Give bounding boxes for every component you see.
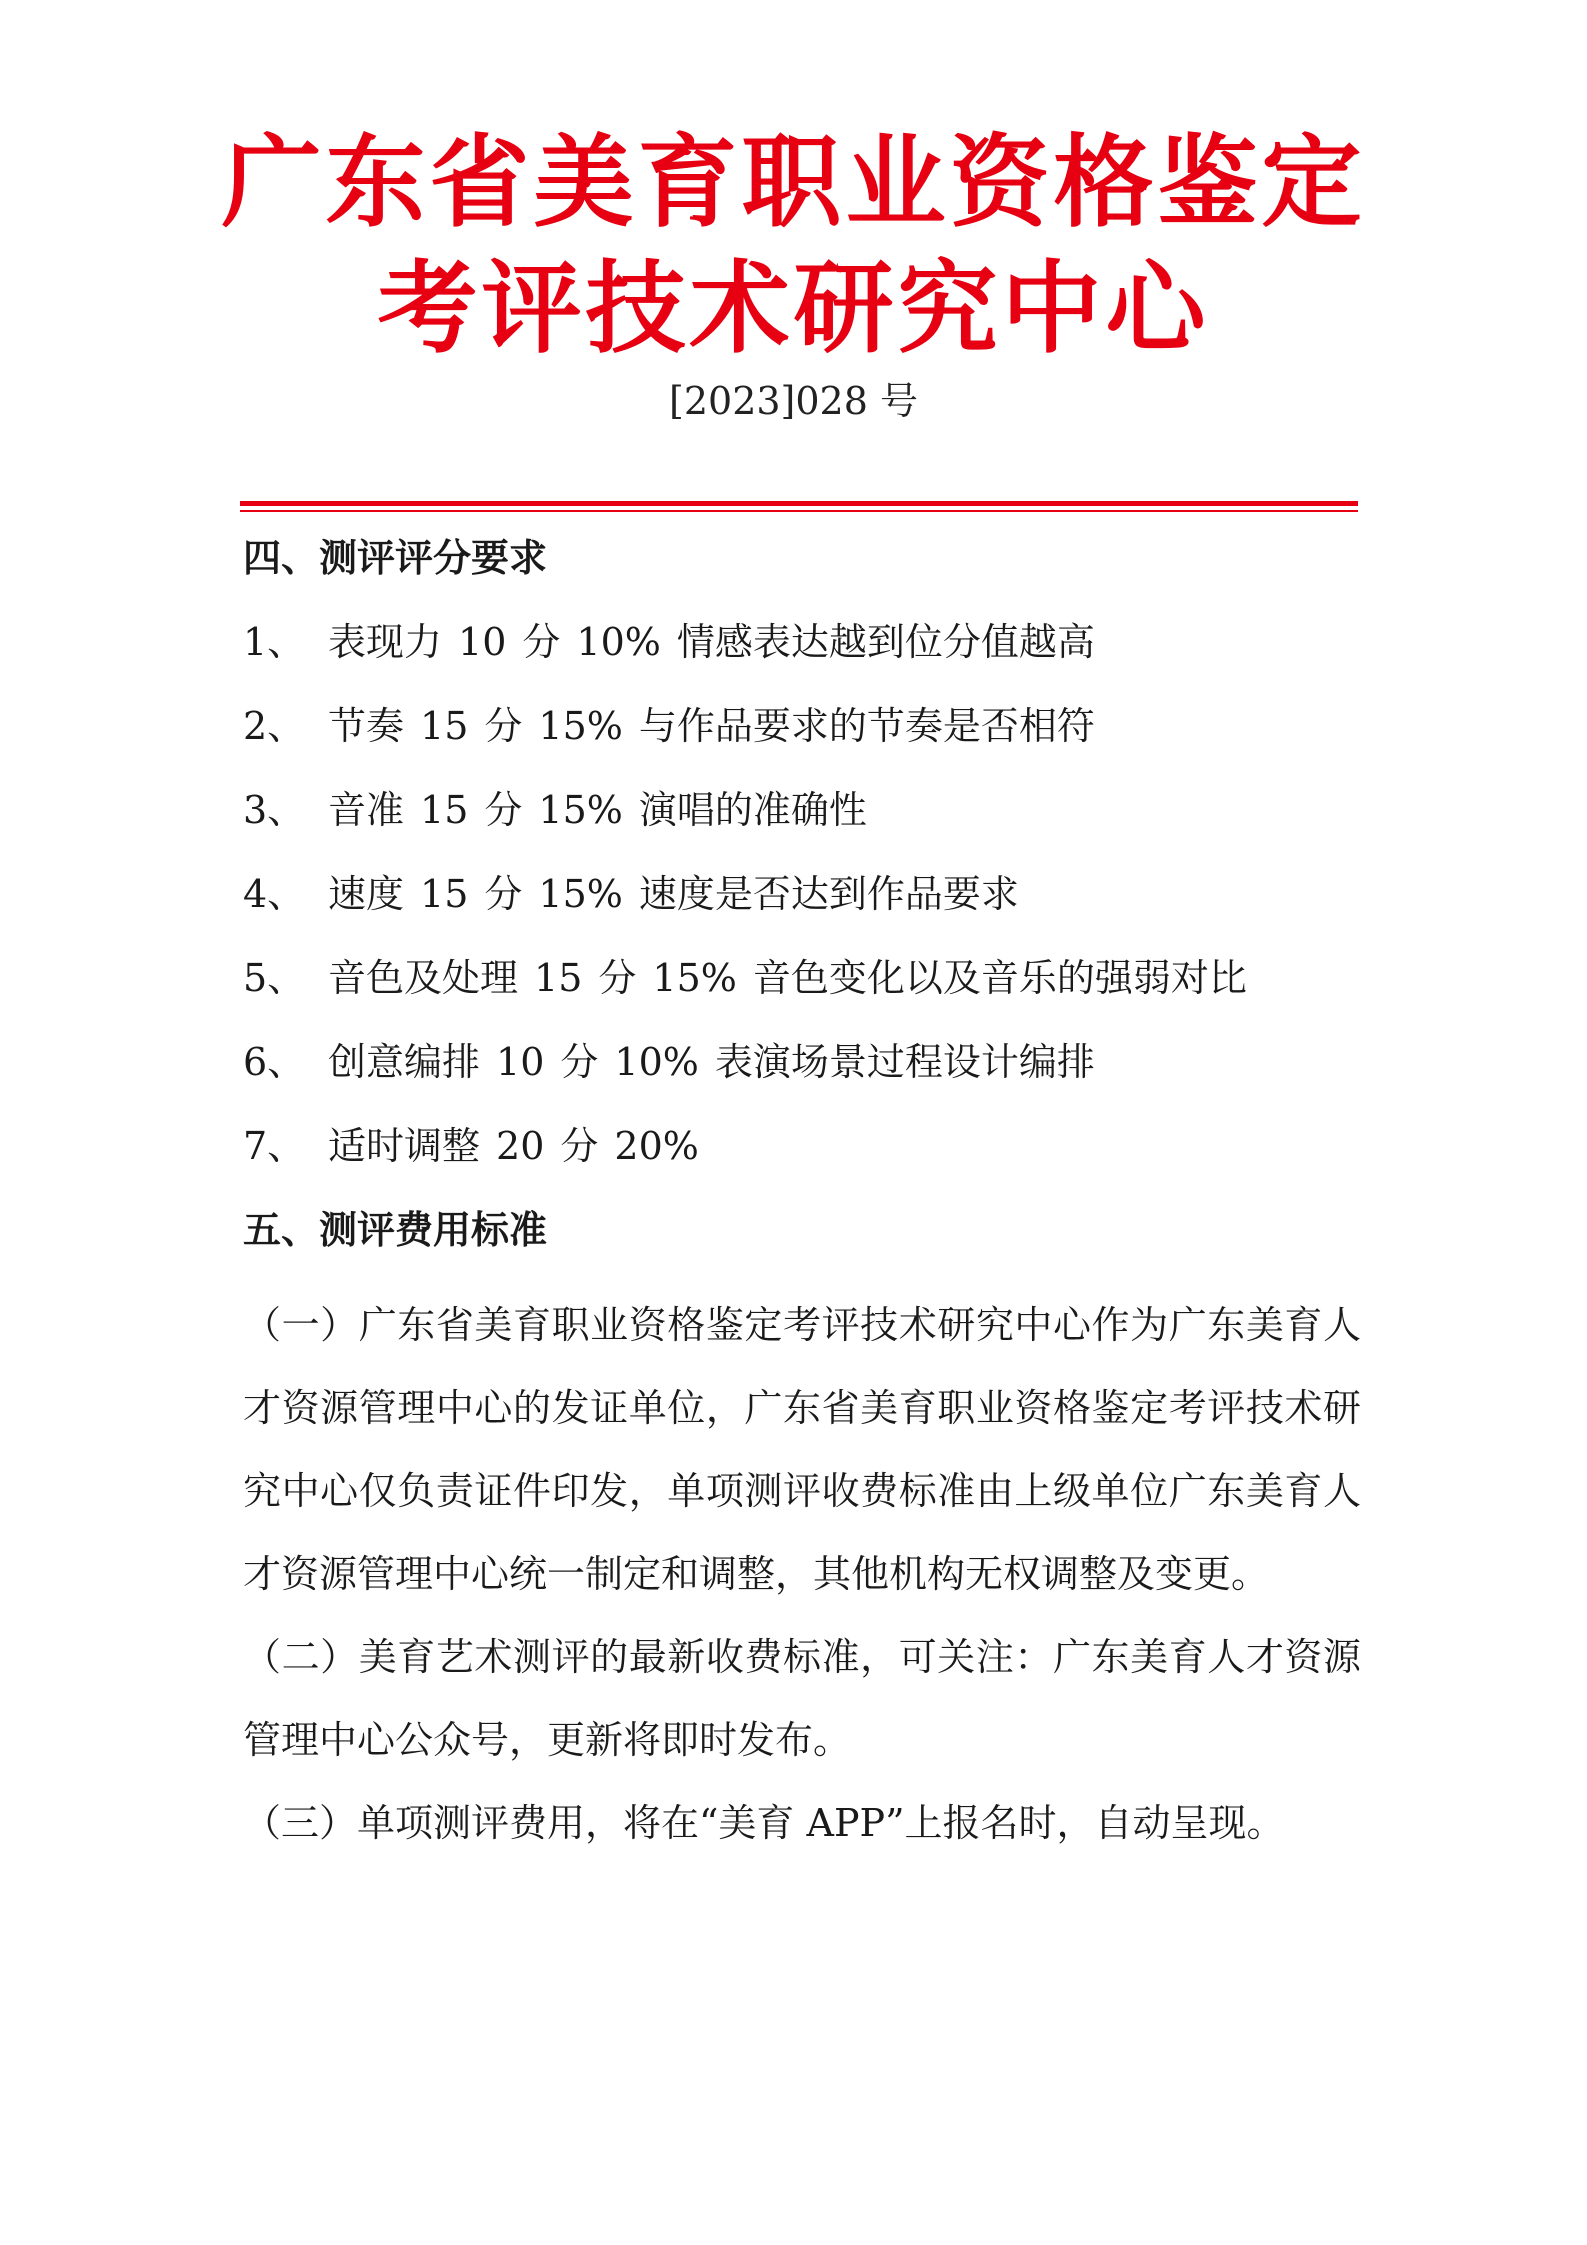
item-unit: 分 (560, 1040, 599, 1084)
score-item-5 (243, 948, 1361, 1032)
item-unit: 分 (484, 788, 523, 832)
item-description: 情感表达越到位分值越高 (676, 620, 1095, 664)
item-name: 节奏 (328, 704, 405, 748)
header-divider-thick (240, 501, 1358, 506)
fee-paragraph-3: （三）单项测评费用，将在“美育 APP”上报名时，自动呈现。 (243, 1801, 1285, 1845)
item-number: 2、 (243, 704, 306, 748)
item-description: 速度是否达到作品要求 (638, 872, 1019, 916)
item-number: 4、 (243, 872, 306, 916)
item-description: 演唱的准确性 (638, 788, 867, 832)
item-name: 速度 (328, 872, 405, 916)
fee-paragraph-2: （二）美育艺术测评的最新收费标准，可关注：广东美育人才资源管理中心公众号，更新将即时发布。 (243, 1635, 1361, 1762)
item-number: 3、 (243, 788, 306, 832)
item-name: 音色及处理 (328, 956, 519, 1000)
score-item-4 (243, 864, 1361, 948)
item-weight: 15% (652, 956, 737, 1000)
item-number: 5、 (243, 956, 306, 1000)
item-unit: 分 (484, 872, 523, 916)
item-weight: 20% (614, 1124, 699, 1168)
document-title-line-1: 广东省美育职业资格鉴定 (221, 123, 1366, 241)
document-title-line-2: 考评技术研究中心 (377, 249, 1210, 367)
item-weight: 15% (538, 872, 623, 916)
item-name: 表现力 (328, 620, 443, 664)
item-score: 15 (420, 788, 469, 832)
item-description: 与作品要求的节奏是否相符 (638, 704, 1095, 748)
item-description: 音色变化以及音乐的强弱对比 (752, 956, 1247, 1000)
item-unit: 分 (598, 956, 637, 1000)
item-unit: 分 (484, 704, 523, 748)
item-number: 7、 (243, 1124, 306, 1168)
item-name: 适时调整 (328, 1124, 481, 1168)
item-name: 音准 (328, 788, 405, 832)
document-body (243, 528, 1361, 1865)
item-score: 20 (496, 1124, 545, 1168)
item-weight: 10% (614, 1040, 699, 1084)
item-score: 15 (420, 872, 469, 916)
item-score: 15 (534, 956, 583, 1000)
item-score: 10 (496, 1040, 545, 1084)
score-item-6 (243, 1032, 1361, 1116)
item-unit: 分 (522, 620, 561, 664)
item-number: 6、 (243, 1040, 306, 1084)
score-item-1 (243, 612, 1361, 696)
item-score: 10 (458, 620, 507, 664)
score-item-2 (243, 696, 1361, 780)
item-name: 创意编排 (328, 1040, 481, 1084)
score-item-3 (243, 780, 1361, 864)
fee-paragraph-1: （一）广东省美育职业资格鉴定考评技术研究中心作为广东美育人才资源管理中心的发证单位，广东省美育职业资格鉴定考评技术研究中心仅负责证件印发，单项测评收费标准由上级单位广东美育人才资源管理中心统一制定和调整，其他机构无权调整及变更。 (243, 1303, 1361, 1596)
item-weight: 15% (538, 704, 623, 748)
item-score: 15 (420, 704, 469, 748)
item-weight: 15% (538, 788, 623, 832)
item-number: 1、 (243, 620, 306, 664)
document-number: [2023]028 号 (669, 379, 918, 423)
section-heading-fees: 五、测评费用标准 (243, 1207, 548, 1252)
section-heading-scoring: 四、测评评分要求 (243, 535, 548, 580)
item-weight: 10% (576, 620, 661, 664)
score-item-7 (243, 1116, 1361, 1200)
header-divider-thin (240, 510, 1358, 512)
item-description: 表演场景过程设计编排 (714, 1040, 1095, 1084)
item-unit: 分 (560, 1124, 599, 1168)
